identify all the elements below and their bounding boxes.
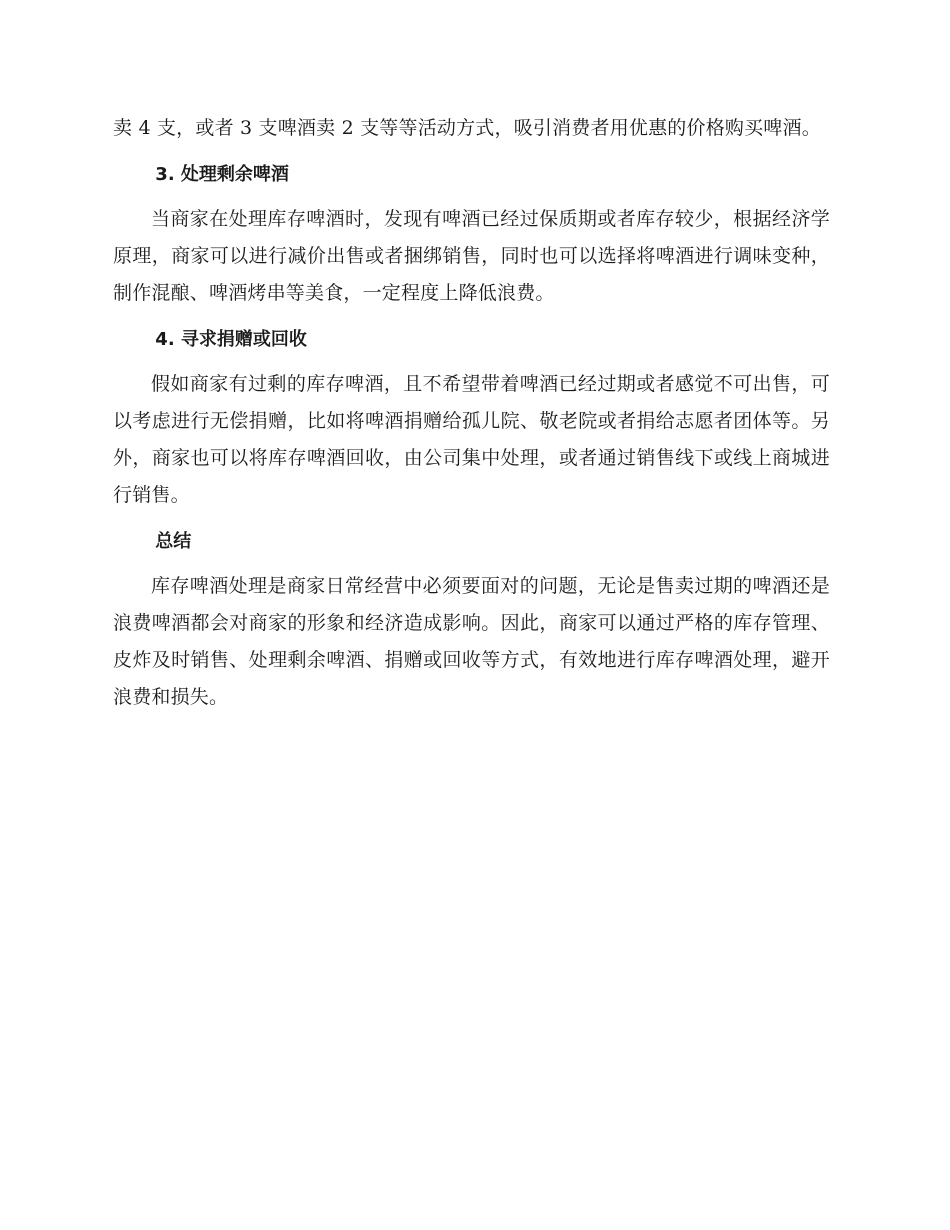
section-heading-remaining-beer: 3. 处理剩余啤酒: [155, 164, 289, 185]
section-heading-donation-recycling: 4. 寻求捐赠或回收: [155, 329, 307, 350]
section-heading-summary: 总结: [155, 531, 192, 552]
section-body-remaining-beer: 当商家在处理库存啤酒时，发现有啤酒已经过保质期或者库存较少，根据经济学原理，商家可以进行减价出售或者捆绑销售，同时也可以选择将啤酒进行调味变种，制作混酿、啤酒烤串等美食，一定程度上降低浪费。: [113, 208, 830, 304]
section-body-summary: 库存啤酒处理是商家日常经营中必须要面对的问题，无论是售卖过期的啤酒还是浪费啤酒都会对商家的形象和经济造成影响。因此，商家可以通过严格的库存管理、皮炸及时销售、处理剩余啤酒、捐赠或回收等方式，有效地进行库存啤酒处理，避开浪费和损失。: [113, 575, 830, 708]
section-body-donation-recycling: 假如商家有过剩的库存啤酒，且不希望带着啤酒已经过期或者感觉不可出售，可以考虑进行无偿捐赠，比如将啤酒捐赠给孤儿院、敬老院或者捐给志愿者团体等。另外，商家也可以将库存啤酒回收，由公司集中处理，或者通过销售线下或线上商城进行销售。: [113, 373, 830, 506]
document-page: [113, 110, 830, 716]
intro-continuation-paragraph: 卖 4 支，或者 3 支啤酒卖 2 支等等活动方式，吸引消费者用优惠的价格购买啤酒。: [113, 117, 821, 139]
